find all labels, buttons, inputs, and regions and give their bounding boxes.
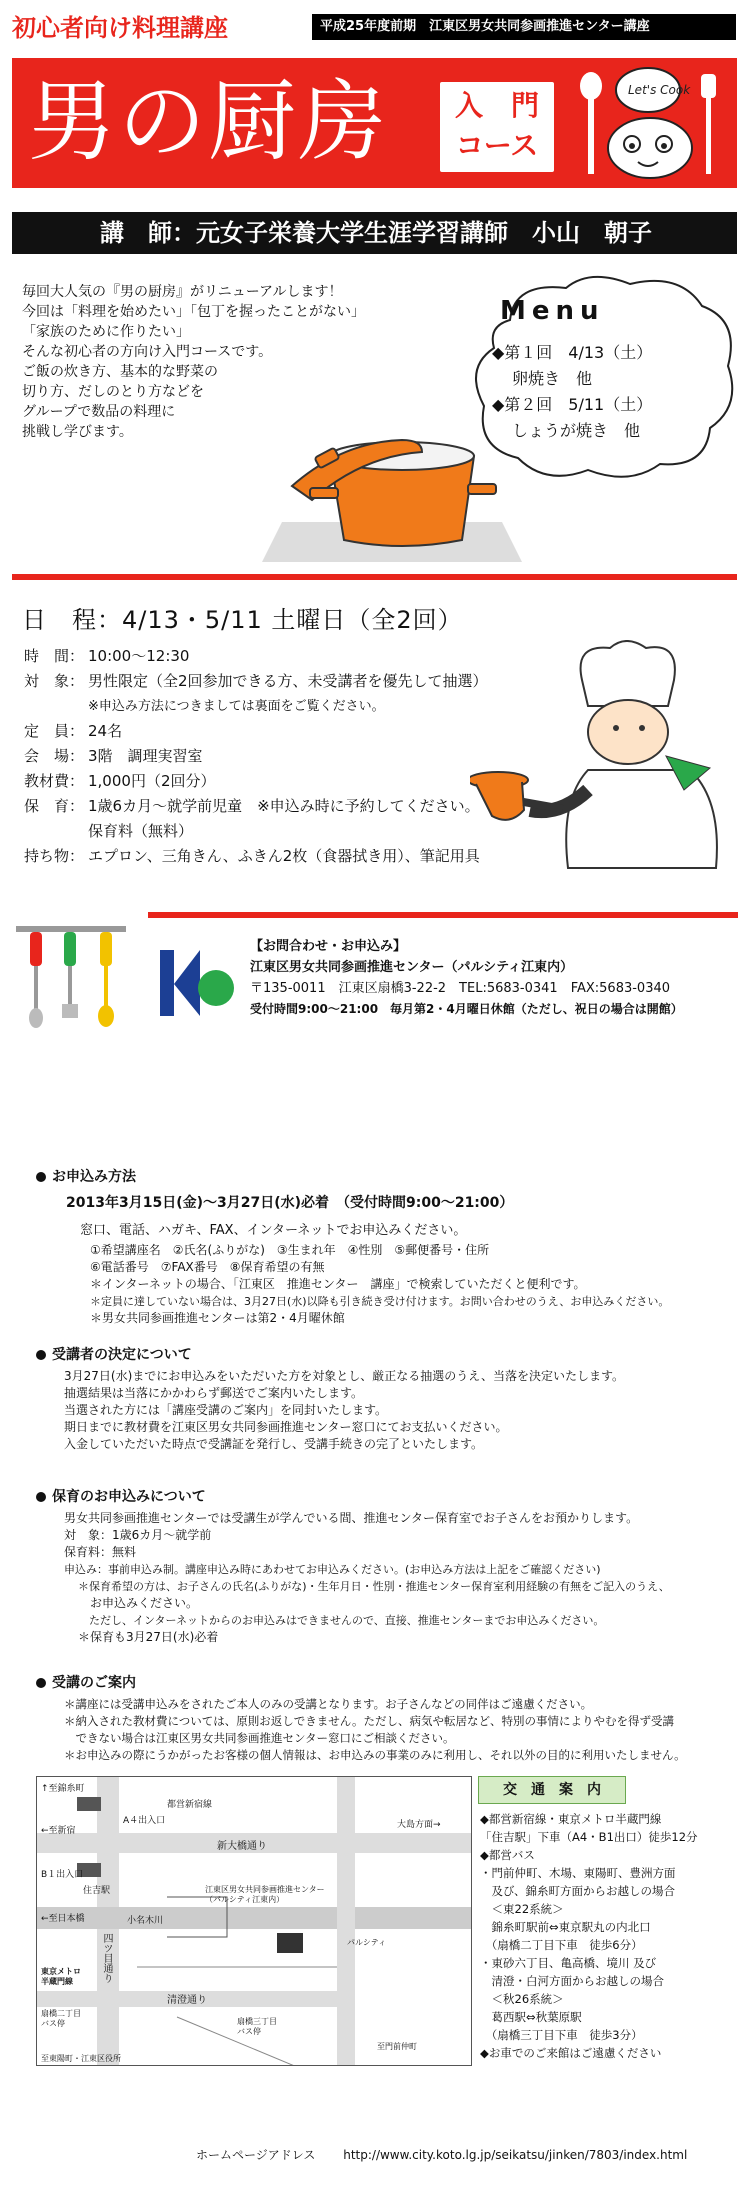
access-title: 交 通 案 内 bbox=[478, 1776, 626, 1804]
badge-line1: 入 門 bbox=[454, 89, 539, 122]
pot-illustration bbox=[252, 412, 522, 562]
map-label: B１出入口 bbox=[41, 1870, 84, 1880]
map-label: ↑至錦糸町 bbox=[41, 1784, 85, 1794]
access-line: 「住吉駅」下車（A4・B1出口）徒歩12分 bbox=[480, 1830, 698, 1844]
banner-title: 男の厨房 bbox=[28, 70, 389, 173]
chef-sign-illustration bbox=[580, 62, 730, 184]
guidance-line: できない場合は江東区男女共同参画推進センター窓口にご相談ください。 bbox=[64, 1731, 455, 1745]
access-line: （扇橋三丁目下車 徒歩3分） bbox=[480, 2028, 643, 2042]
utensils-illustration bbox=[16, 910, 134, 1030]
intro-line: グループで数品の料理に bbox=[22, 404, 176, 420]
bullet-icon bbox=[36, 1492, 46, 1502]
map-label: 住吉駅 bbox=[83, 1886, 111, 1896]
guidance-line: ＊納入された教材費については、原則お返しできません。ただし、病気や転居など、特別の事情によりやむを得ず受講 bbox=[64, 1714, 674, 1728]
childcare-line: 申込み：事前申込み制。講座申込み時にあわせてお申込みください。(お申込み方法は上記をご確認ください) bbox=[64, 1563, 601, 1576]
footer bbox=[196, 2146, 687, 2163]
intro-line: ご飯の炊き方、基本的な野菜の bbox=[22, 364, 218, 380]
map-label: 東京メトロ 半蔵門線 bbox=[41, 1967, 81, 1986]
schedule-heading: 日 程：4/13・5/11 土曜日（全2回） bbox=[22, 606, 463, 634]
section-divider bbox=[148, 912, 738, 918]
row-value: 24名 bbox=[88, 722, 123, 740]
childcare-line: 男女共同参画推進センターでは受講生が学んでいる間、推進センター保育室でお子さんをお預かりします。 bbox=[64, 1511, 639, 1525]
access-line: ＜秋26系統＞ bbox=[480, 1992, 564, 2006]
row-label: 時 間： bbox=[24, 647, 85, 665]
intro-line: 挑戦し学びます。 bbox=[22, 424, 133, 440]
intro-line: そんな初心者の方向け入門コースです。 bbox=[22, 344, 273, 360]
section-heading: 受講のご案内 bbox=[52, 1675, 136, 1691]
access-info bbox=[480, 1810, 740, 2062]
chef-illustration bbox=[470, 640, 740, 870]
map-label: ←至新宿 bbox=[41, 1826, 76, 1836]
menu-item-date: ◆第１回 4/13（土） bbox=[492, 343, 653, 362]
intro-line: 今回は「料理を始めたい」「包丁を握ったことがない」 bbox=[22, 304, 365, 320]
access-line: 清澄・白河方面からお越しの場合 bbox=[480, 1974, 664, 1988]
menu-item-date: ◆第２回 5/11（土） bbox=[492, 395, 653, 414]
access-map bbox=[36, 1776, 472, 2066]
map-label: 大島方面→ bbox=[397, 1820, 441, 1830]
course-label: 初心者向け料理講座 bbox=[12, 14, 228, 42]
application-line: ①希望講座名 ②氏名(ふりがな) ③生まれ年 ④性別 ⑤郵便番号・住所 bbox=[90, 1243, 490, 1257]
map-label: 扇橋三丁目 バス停 bbox=[237, 2017, 277, 2036]
badge-line2: コース bbox=[455, 129, 539, 162]
row-value: 3階 調理実習室 bbox=[88, 747, 203, 765]
selection-line: 3月27日(水)までにお申込みをいただいた方を対象とし、厳正なる抽選のうえ、当落を決定いたします。 bbox=[64, 1369, 625, 1383]
access-line: （扇橋二丁目下車 徒歩6分） bbox=[480, 1938, 643, 1952]
map-label: 都営新宿線 bbox=[167, 1800, 213, 1810]
center-logo bbox=[160, 950, 236, 1016]
contact-block bbox=[250, 936, 683, 1020]
childcare-line: ＊保育希望の方は、お子さんの氏名(ふりがな)・生年月日・性別・推進センター保育室利用経験の有無をご記入のうえ、 bbox=[78, 1580, 670, 1593]
access-line: ・東砂六丁目、亀高橋、境川 及び bbox=[480, 1956, 657, 1970]
chef-sign-text: Let's Cook bbox=[628, 83, 691, 97]
instructor-bar: 講 師：元女子栄養大学生涯学習講師 小山 朝子 bbox=[12, 212, 737, 254]
row-value: エプロン、三角きん、ふきん2枚（食器拭き用）、筆記用具 bbox=[88, 847, 480, 865]
application-line: ＊定員に達していない場合は、3月27日(水)以降も引き続き受け付けます。お問い合わせのうえ、お申込みください。 bbox=[90, 1295, 670, 1308]
bullet-icon bbox=[36, 1172, 46, 1182]
footer-label: ホームページアドレス bbox=[196, 2148, 316, 2162]
menu-title: Menu bbox=[500, 296, 605, 326]
access-line: 葛西駅⇔秋葉原駅 bbox=[480, 2010, 582, 2024]
row-label: 会 場： bbox=[24, 747, 85, 765]
intro-line: 毎回大人気の『男の厨房』がリニューアルします！ bbox=[22, 284, 343, 300]
application-line: ＊インターネットの場合、「江東区 推進センター 講座」で検索していただくと便利です。 bbox=[90, 1277, 586, 1291]
contact-org: 江東区男女共同参画推進センター（パルシティ江東内） bbox=[250, 960, 574, 975]
bullet-icon bbox=[36, 1350, 46, 1360]
guidance-section bbox=[36, 1672, 736, 1764]
childcare-line: お申込みください。 bbox=[78, 1596, 199, 1610]
row-value: 保育料（無料） bbox=[88, 822, 194, 840]
selection-line: 抽選結果は当落にかかわらず郵送でご案内いたします。 bbox=[64, 1386, 364, 1400]
menu-item-dish: 卵焼き 他 bbox=[512, 369, 593, 388]
map-label: パルシティ bbox=[347, 1938, 387, 1947]
childcare-line: ただし、インターネットからのお申込みはできませんので、直接、推進センターまでお申込みください。 bbox=[78, 1614, 605, 1627]
childcare-line: 対 象：1歳6カ月〜就学前 bbox=[64, 1528, 212, 1542]
childcare-line: 保育料：無料 bbox=[64, 1545, 137, 1559]
intro-line: 切り方、だしのとり方などを bbox=[22, 384, 204, 400]
menu-item-dish: しょうが焼き 他 bbox=[512, 421, 641, 440]
map-label: 至東陽町・江東区役所 bbox=[41, 2054, 121, 2063]
section-heading: 保育のお申込みについて bbox=[52, 1489, 206, 1505]
application-line: ⑥電話番号 ⑦FAX番号 ⑧保育希望の有無 bbox=[90, 1260, 325, 1274]
row-label: 持ち物： bbox=[24, 847, 85, 865]
map-label: 至門前仲町 bbox=[377, 2042, 417, 2051]
row-label: 保 育： bbox=[24, 797, 85, 815]
row-value: 男性限定（全2回参加できる方、未受講者を優先して抽選） bbox=[88, 672, 488, 690]
homepage-link[interactable]: http://www.city.koto.lg.jp/seikatsu/jinken/7803/index.html bbox=[343, 2148, 688, 2162]
row-label: 定 員： bbox=[24, 722, 85, 740]
row-label: 対 象： bbox=[24, 672, 85, 690]
contact-address: 〒135-0011 江東区扇橋3-22-2 TEL:5683-0341 FAX:5683-0340 bbox=[250, 981, 671, 996]
access-line: ・門前仲町、木場、東陽町、豊洲方面 bbox=[480, 1866, 676, 1880]
guidance-line: ＊お申込みの際にうかがったお客様の個人情報は、お申込みの事業のみに利用し、それ以外の目的に利用いたしません。 bbox=[64, 1748, 686, 1762]
row-value: ※申込み方法につきましては裏面をご覧ください。 bbox=[88, 699, 385, 714]
section-heading: 受講者の決定について bbox=[52, 1347, 192, 1363]
map-label: ←至日本橋 bbox=[41, 1914, 85, 1924]
access-line: ◆お車でのご来館はご遠慮ください bbox=[480, 2046, 662, 2060]
application-line: 窓口、電話、ハガキ、FAX、インターネットでお申込みください。 bbox=[80, 1223, 467, 1238]
map-label: 四ツ目通り bbox=[101, 1933, 112, 1983]
childcare-section bbox=[36, 1486, 736, 1646]
access-line: ◆都営バス bbox=[480, 1848, 535, 1862]
program-label: 平成25年度前期 江東区男女共同参画推進センター講座 bbox=[312, 14, 736, 40]
selection-line: 当選された方には「講座受講のご案内」を同封いたします。 bbox=[64, 1403, 388, 1417]
row-value: 1歳6カ月〜就学前児童 ※申込み時に予約してください。 bbox=[88, 797, 480, 815]
row-value: 10:00〜12:30 bbox=[88, 647, 190, 665]
course-badge bbox=[440, 82, 554, 172]
access-line: 及び、錦糸町方面からお越しの場合 bbox=[480, 1884, 676, 1898]
section-heading: お申込み方法 bbox=[52, 1169, 136, 1185]
selection-line: 期日までに教材費を江東区男女共同参画推進センター窓口にてお支払いください。 bbox=[64, 1420, 508, 1434]
section-divider bbox=[12, 574, 737, 580]
childcare-line: ＊保育も3月27日(水)必着 bbox=[78, 1630, 219, 1644]
map-label: 新大橋通り bbox=[217, 1841, 267, 1852]
intro-line: 「家族のために作りたい」 bbox=[22, 324, 190, 340]
map-label: 清澄通り bbox=[167, 1995, 207, 2006]
guidance-line: ＊講座には受講申込みをされたご本人のみの受講となります。お子さんなどの同伴はご遠慮ください。 bbox=[64, 1697, 593, 1711]
map-label: A４出入口 bbox=[123, 1816, 166, 1826]
selection-section bbox=[36, 1344, 726, 1453]
access-line: 錦糸町駅前⇔東京駅丸の内北口 bbox=[480, 1920, 651, 1934]
application-period: 2013年3月15日(金)〜3月27日(水)必着 （受付時間9:00〜21:00） bbox=[66, 1195, 514, 1211]
selection-line: 入金していただいた時点で受講証を発行し、受講手続きの完了といたします。 bbox=[64, 1437, 484, 1451]
application-line: ＊男女共同参画推進センターは第2・4月曜休館 bbox=[90, 1311, 345, 1325]
row-label: 教材費： bbox=[24, 772, 85, 790]
map-label-center: 江東区男女共同参画推進センター （パルシティ江東内） bbox=[205, 1885, 325, 1904]
access-line: ＜東22系統＞ bbox=[480, 1902, 564, 1916]
application-section bbox=[36, 1166, 726, 1327]
contact-hours: 受付時間9:00〜21:00 毎月第2・4月曜日休館（ただし、祝日の場合は開館） bbox=[250, 1002, 683, 1016]
map-label: 扇橋二丁目 バス停 bbox=[41, 2009, 81, 2028]
access-line: ◆都営新宿線・東京メトロ半蔵門線 bbox=[480, 1812, 662, 1826]
map-label: 小名木川 bbox=[127, 1916, 164, 1926]
contact-heading: 【お問合わせ・お申込み】 bbox=[250, 939, 407, 954]
bullet-icon bbox=[36, 1678, 46, 1688]
row-value: 1,000円（2回分） bbox=[88, 772, 216, 790]
